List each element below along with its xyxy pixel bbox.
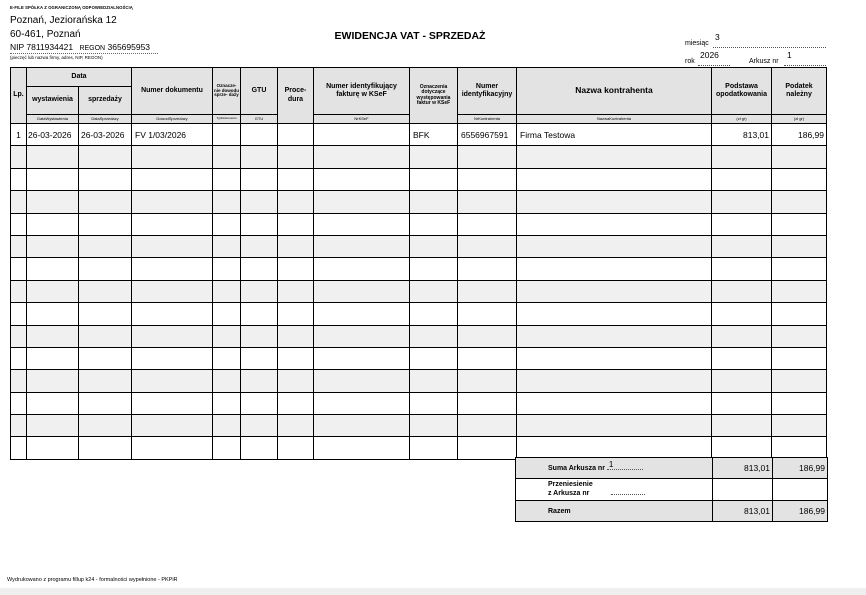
empty-cell bbox=[458, 392, 517, 414]
empty-cell bbox=[213, 370, 241, 392]
empty-cell bbox=[410, 325, 458, 347]
empty-cell bbox=[213, 191, 241, 213]
empty-cell bbox=[278, 303, 314, 325]
print-footer: Wydrukowano z programu fillup k24 - formalności wypełnione - PKPiR bbox=[7, 577, 178, 583]
empty-cell bbox=[27, 146, 79, 168]
empty-cell bbox=[278, 347, 314, 369]
przeniesienie-label1: Przeniesienie bbox=[548, 480, 593, 488]
table-row-empty bbox=[11, 415, 827, 437]
empty-cell bbox=[79, 235, 132, 257]
empty-cell bbox=[213, 415, 241, 437]
empty-cell bbox=[11, 146, 27, 168]
empty-cell bbox=[410, 168, 458, 190]
empty-cell bbox=[314, 213, 410, 235]
empty-cell bbox=[79, 392, 132, 414]
empty-cell bbox=[314, 347, 410, 369]
empty-cell bbox=[241, 415, 278, 437]
sub-nip-kontrahenta: NrKontrahenta bbox=[458, 115, 517, 124]
empty-cell bbox=[772, 213, 827, 235]
empty-cell bbox=[517, 213, 712, 235]
razem-podatek: 186,99 bbox=[773, 501, 828, 522]
sheet-dots bbox=[784, 65, 826, 66]
empty-cell bbox=[458, 415, 517, 437]
empty-cell bbox=[410, 347, 458, 369]
przeniesienie-label-cell bbox=[516, 479, 713, 501]
empty-cell bbox=[772, 303, 827, 325]
empty-cell bbox=[712, 280, 772, 302]
empty-cell bbox=[132, 437, 213, 459]
empty-cell bbox=[241, 146, 278, 168]
cell-procedura bbox=[278, 124, 314, 146]
col-numer-dokumentu: Numer dokumentu bbox=[132, 68, 213, 115]
empty-cell bbox=[241, 213, 278, 235]
empty-cell bbox=[11, 235, 27, 257]
sub-gtu: GTU bbox=[241, 115, 278, 124]
cell-nip: 6556967591 bbox=[458, 124, 517, 146]
cell-nazwa: Firma Testowa bbox=[517, 124, 712, 146]
table-row-empty bbox=[11, 213, 827, 235]
empty-cell bbox=[132, 213, 213, 235]
empty-cell bbox=[517, 325, 712, 347]
col-oznaczenie-dowodu: Oznacze- nie dowodu sprze- daży bbox=[213, 68, 241, 115]
page-bottom-strip bbox=[0, 588, 866, 595]
empty-cell bbox=[712, 213, 772, 235]
empty-cell bbox=[132, 168, 213, 190]
empty-cell bbox=[213, 303, 241, 325]
empty-cell bbox=[712, 168, 772, 190]
empty-cell bbox=[772, 370, 827, 392]
table-row-empty bbox=[11, 168, 827, 190]
empty-cell bbox=[27, 392, 79, 414]
empty-cell bbox=[712, 303, 772, 325]
sub-nazwa-kontrahenta: NazwaKontrahenta bbox=[517, 115, 712, 124]
empty-cell bbox=[772, 437, 827, 459]
empty-cell bbox=[213, 437, 241, 459]
summary-row-przeniesienie bbox=[516, 479, 828, 501]
col-procedura: Proce- dura bbox=[278, 68, 314, 124]
empty-cell bbox=[132, 415, 213, 437]
empty-cell bbox=[712, 370, 772, 392]
sheet-value: 1 bbox=[787, 50, 792, 60]
cell-lp: 1 bbox=[11, 124, 27, 146]
empty-cell bbox=[410, 146, 458, 168]
empty-cell bbox=[458, 347, 517, 369]
empty-cell bbox=[410, 213, 458, 235]
empty-cell bbox=[517, 437, 712, 459]
empty-cell bbox=[278, 280, 314, 302]
empty-cell bbox=[712, 325, 772, 347]
nip-label: NIP bbox=[10, 42, 25, 52]
empty-cell bbox=[772, 146, 827, 168]
empty-cell bbox=[278, 370, 314, 392]
empty-cell bbox=[11, 392, 27, 414]
empty-cell bbox=[278, 415, 314, 437]
sub-podstawa: (zł gr) bbox=[712, 115, 772, 124]
empty-cell bbox=[27, 370, 79, 392]
table-row bbox=[11, 124, 827, 146]
empty-cell bbox=[772, 168, 827, 190]
empty-cell bbox=[712, 258, 772, 280]
cell-oznaczenia-ksef: BFK bbox=[410, 124, 458, 146]
suma-podstawa: 813,01 bbox=[713, 458, 773, 479]
company-name: E-FILE SPÓŁKA Z OGRANICZONĄ ODPOWIEDZIALNOŚCIĄ bbox=[10, 5, 133, 10]
empty-cell bbox=[132, 258, 213, 280]
suma-label: Suma Arkusza nr bbox=[548, 465, 605, 472]
empty-cell bbox=[213, 213, 241, 235]
empty-cell bbox=[314, 303, 410, 325]
empty-cell bbox=[712, 437, 772, 459]
empty-cell bbox=[27, 325, 79, 347]
empty-cell bbox=[458, 280, 517, 302]
empty-cell bbox=[517, 370, 712, 392]
empty-cell bbox=[278, 191, 314, 213]
empty-cell bbox=[772, 415, 827, 437]
empty-cell bbox=[410, 415, 458, 437]
month-dots bbox=[713, 47, 826, 48]
empty-cell bbox=[314, 191, 410, 213]
sub-sprzedazy: DataSprzedazy bbox=[79, 115, 132, 124]
empty-cell bbox=[79, 347, 132, 369]
empty-cell bbox=[772, 191, 827, 213]
empty-cell bbox=[517, 191, 712, 213]
col-wystawienia: wystawienia bbox=[27, 87, 79, 115]
empty-cell bbox=[241, 168, 278, 190]
sub-numer-dokumentu: DowodSprzedazy bbox=[132, 115, 213, 124]
empty-cell bbox=[410, 280, 458, 302]
company-address-line1: Poznań, Jeziorańska 12 bbox=[10, 15, 117, 26]
empty-cell bbox=[314, 370, 410, 392]
empty-cell bbox=[79, 415, 132, 437]
table-row-empty bbox=[11, 235, 827, 257]
company-tax-ids bbox=[10, 42, 150, 52]
table-row-empty bbox=[11, 258, 827, 280]
empty-cell bbox=[79, 146, 132, 168]
year-value: 2026 bbox=[700, 50, 719, 60]
empty-cell bbox=[410, 437, 458, 459]
empty-cell bbox=[79, 168, 132, 190]
stamp-caption: (pieczęć lub nazwa firmy, adres, NIP, REGON) bbox=[10, 55, 103, 60]
empty-cell bbox=[132, 235, 213, 257]
przeniesienie-podstawa bbox=[713, 479, 773, 501]
empty-cell bbox=[410, 258, 458, 280]
vat-sales-register-table bbox=[10, 67, 827, 460]
col-nazwa-kontrahenta: Nazwa kontrahenta bbox=[517, 68, 712, 115]
table-row-empty bbox=[11, 303, 827, 325]
empty-cell bbox=[213, 235, 241, 257]
empty-cell bbox=[79, 258, 132, 280]
empty-cell bbox=[517, 415, 712, 437]
empty-cell bbox=[79, 191, 132, 213]
empty-cell bbox=[11, 213, 27, 235]
empty-cell bbox=[213, 392, 241, 414]
empty-cell bbox=[278, 392, 314, 414]
empty-cell bbox=[11, 303, 27, 325]
empty-cell bbox=[517, 168, 712, 190]
table-row-empty bbox=[11, 370, 827, 392]
empty-cell bbox=[27, 235, 79, 257]
empty-cell bbox=[314, 146, 410, 168]
table-row-empty bbox=[11, 325, 827, 347]
empty-cell bbox=[458, 258, 517, 280]
empty-cell bbox=[241, 280, 278, 302]
cell-sprzedazy: 26-03-2026 bbox=[79, 124, 132, 146]
empty-cell bbox=[213, 146, 241, 168]
cell-numer: FV 1/03/2026 bbox=[132, 124, 213, 146]
col-lp: Lp. bbox=[11, 68, 27, 124]
empty-cell bbox=[27, 415, 79, 437]
company-address-line2: 60-461, Poznań bbox=[10, 29, 81, 40]
empty-cell bbox=[132, 303, 213, 325]
empty-cell bbox=[278, 168, 314, 190]
empty-cell bbox=[27, 213, 79, 235]
empty-cell bbox=[772, 347, 827, 369]
empty-cell bbox=[517, 146, 712, 168]
empty-cell bbox=[241, 258, 278, 280]
col-sprzedazy: sprzedaży bbox=[79, 87, 132, 115]
empty-cell bbox=[27, 280, 79, 302]
empty-cell bbox=[517, 235, 712, 257]
col-nip-kontrahenta: Numer identyfikacyjny bbox=[458, 68, 517, 115]
empty-cell bbox=[458, 235, 517, 257]
empty-cell bbox=[11, 280, 27, 302]
empty-cell bbox=[458, 325, 517, 347]
empty-cell bbox=[772, 325, 827, 347]
empty-cell bbox=[241, 303, 278, 325]
empty-cell bbox=[11, 370, 27, 392]
year-label: rok bbox=[685, 58, 695, 65]
empty-cell bbox=[458, 146, 517, 168]
table-row-empty bbox=[11, 280, 827, 302]
empty-cell bbox=[458, 168, 517, 190]
empty-cell bbox=[772, 258, 827, 280]
col-oznaczenia-ksef: Oznaczenia dotyczące występowania faktur w KSeF bbox=[410, 68, 458, 124]
summary-table bbox=[515, 457, 828, 522]
empty-cell bbox=[213, 347, 241, 369]
empty-cell bbox=[278, 325, 314, 347]
empty-cell bbox=[712, 191, 772, 213]
suma-label-cell bbox=[516, 458, 713, 479]
empty-cell bbox=[458, 370, 517, 392]
empty-cell bbox=[712, 146, 772, 168]
sub-ksef: NrKSeF bbox=[314, 115, 410, 124]
empty-cell bbox=[11, 258, 27, 280]
col-podatek: Podatek należny bbox=[772, 68, 827, 115]
empty-cell bbox=[410, 392, 458, 414]
empty-cell bbox=[27, 437, 79, 459]
empty-cell bbox=[772, 280, 827, 302]
year-dots bbox=[698, 65, 730, 66]
empty-cell bbox=[132, 370, 213, 392]
empty-cell bbox=[517, 303, 712, 325]
empty-cell bbox=[213, 280, 241, 302]
suma-sheet-value: 1 bbox=[607, 460, 643, 470]
empty-cell bbox=[27, 347, 79, 369]
empty-cell bbox=[410, 303, 458, 325]
month-value: 3 bbox=[715, 32, 720, 42]
empty-cell bbox=[458, 437, 517, 459]
empty-cell bbox=[27, 191, 79, 213]
empty-cell bbox=[241, 437, 278, 459]
empty-cell bbox=[79, 437, 132, 459]
przeniesienie-podatek bbox=[773, 479, 828, 501]
empty-cell bbox=[278, 235, 314, 257]
empty-cell bbox=[314, 258, 410, 280]
empty-cell bbox=[241, 370, 278, 392]
page-title: EWIDENCJA VAT - SPRZEDAŻ bbox=[334, 30, 486, 42]
empty-cell bbox=[79, 280, 132, 302]
przeniesienie-dots bbox=[611, 494, 645, 495]
table-row-empty bbox=[11, 437, 827, 459]
empty-cell bbox=[213, 325, 241, 347]
col-ksef: Numer identyfikujący fakturę w KSeF bbox=[314, 68, 410, 115]
cell-oznaczenie bbox=[213, 124, 241, 146]
sheet-label: Arkusz nr bbox=[749, 58, 779, 65]
empty-cell bbox=[27, 258, 79, 280]
empty-cell bbox=[410, 191, 458, 213]
empty-cell bbox=[132, 280, 213, 302]
col-data: Data bbox=[27, 68, 132, 87]
empty-cell bbox=[712, 347, 772, 369]
empty-cell bbox=[27, 303, 79, 325]
razem-label: Razem bbox=[516, 501, 713, 522]
empty-cell bbox=[712, 235, 772, 257]
empty-cell bbox=[132, 191, 213, 213]
empty-cell bbox=[314, 392, 410, 414]
empty-cell bbox=[458, 213, 517, 235]
empty-cell bbox=[11, 168, 27, 190]
empty-cell bbox=[314, 168, 410, 190]
regon-value: 365695953 bbox=[107, 42, 151, 52]
empty-cell bbox=[517, 258, 712, 280]
empty-cell bbox=[213, 168, 241, 190]
table-row-empty bbox=[11, 392, 827, 414]
empty-cell bbox=[410, 370, 458, 392]
empty-cell bbox=[278, 258, 314, 280]
empty-cell bbox=[11, 415, 27, 437]
empty-cell bbox=[241, 347, 278, 369]
empty-cell bbox=[11, 347, 27, 369]
empty-cell bbox=[79, 303, 132, 325]
empty-cell bbox=[278, 437, 314, 459]
empty-cell bbox=[314, 325, 410, 347]
cell-podstawa: 813,01 bbox=[712, 124, 772, 146]
empty-cell bbox=[11, 191, 27, 213]
empty-cell bbox=[132, 325, 213, 347]
empty-cell bbox=[772, 235, 827, 257]
empty-cell bbox=[241, 191, 278, 213]
empty-cell bbox=[132, 392, 213, 414]
empty-cell bbox=[517, 392, 712, 414]
table-row-empty bbox=[11, 191, 827, 213]
empty-cell bbox=[79, 370, 132, 392]
empty-cell bbox=[278, 146, 314, 168]
suma-podatek: 186,99 bbox=[773, 458, 828, 479]
empty-cell bbox=[314, 235, 410, 257]
sub-oznaczenie-dowodu: TypDokumentu bbox=[213, 115, 241, 124]
empty-cell bbox=[11, 437, 27, 459]
summary-row-razem bbox=[516, 501, 828, 522]
empty-cell bbox=[241, 325, 278, 347]
empty-cell bbox=[79, 325, 132, 347]
empty-cell bbox=[772, 392, 827, 414]
empty-cell bbox=[458, 303, 517, 325]
empty-cell bbox=[213, 258, 241, 280]
empty-cell bbox=[517, 347, 712, 369]
empty-cell bbox=[132, 347, 213, 369]
cell-gtu bbox=[241, 124, 278, 146]
cell-wystawienia: 26-03-2026 bbox=[27, 124, 79, 146]
empty-cell bbox=[241, 392, 278, 414]
stamp-divider bbox=[10, 53, 158, 54]
razem-podstawa: 813,01 bbox=[713, 501, 773, 522]
empty-cell bbox=[314, 415, 410, 437]
empty-cell bbox=[712, 392, 772, 414]
sub-wystawienia: DataWystawienia bbox=[27, 115, 79, 124]
regon-label: REGON bbox=[79, 45, 106, 52]
empty-cell bbox=[27, 168, 79, 190]
empty-cell bbox=[132, 146, 213, 168]
empty-cell bbox=[458, 191, 517, 213]
empty-cell bbox=[410, 235, 458, 257]
table-row-empty bbox=[11, 146, 827, 168]
empty-cell bbox=[278, 213, 314, 235]
summary-row-suma bbox=[516, 458, 828, 479]
sub-podatek: (zł gr) bbox=[772, 115, 827, 124]
table-row-empty bbox=[11, 347, 827, 369]
empty-cell bbox=[241, 235, 278, 257]
cell-ksef bbox=[314, 124, 410, 146]
empty-cell bbox=[11, 325, 27, 347]
empty-cell bbox=[712, 415, 772, 437]
month-label: miesiąc bbox=[685, 40, 709, 47]
nip-value: 7811934421 bbox=[26, 42, 74, 52]
empty-cell bbox=[79, 213, 132, 235]
przeniesienie-label2: z Arkusza nr bbox=[548, 489, 590, 497]
col-podstawa: Podstawa opodatkowania bbox=[712, 68, 772, 115]
cell-podatek: 186,99 bbox=[772, 124, 827, 146]
col-gtu: GTU bbox=[241, 68, 278, 115]
empty-cell bbox=[517, 280, 712, 302]
empty-cell bbox=[314, 437, 410, 459]
empty-cell bbox=[314, 280, 410, 302]
